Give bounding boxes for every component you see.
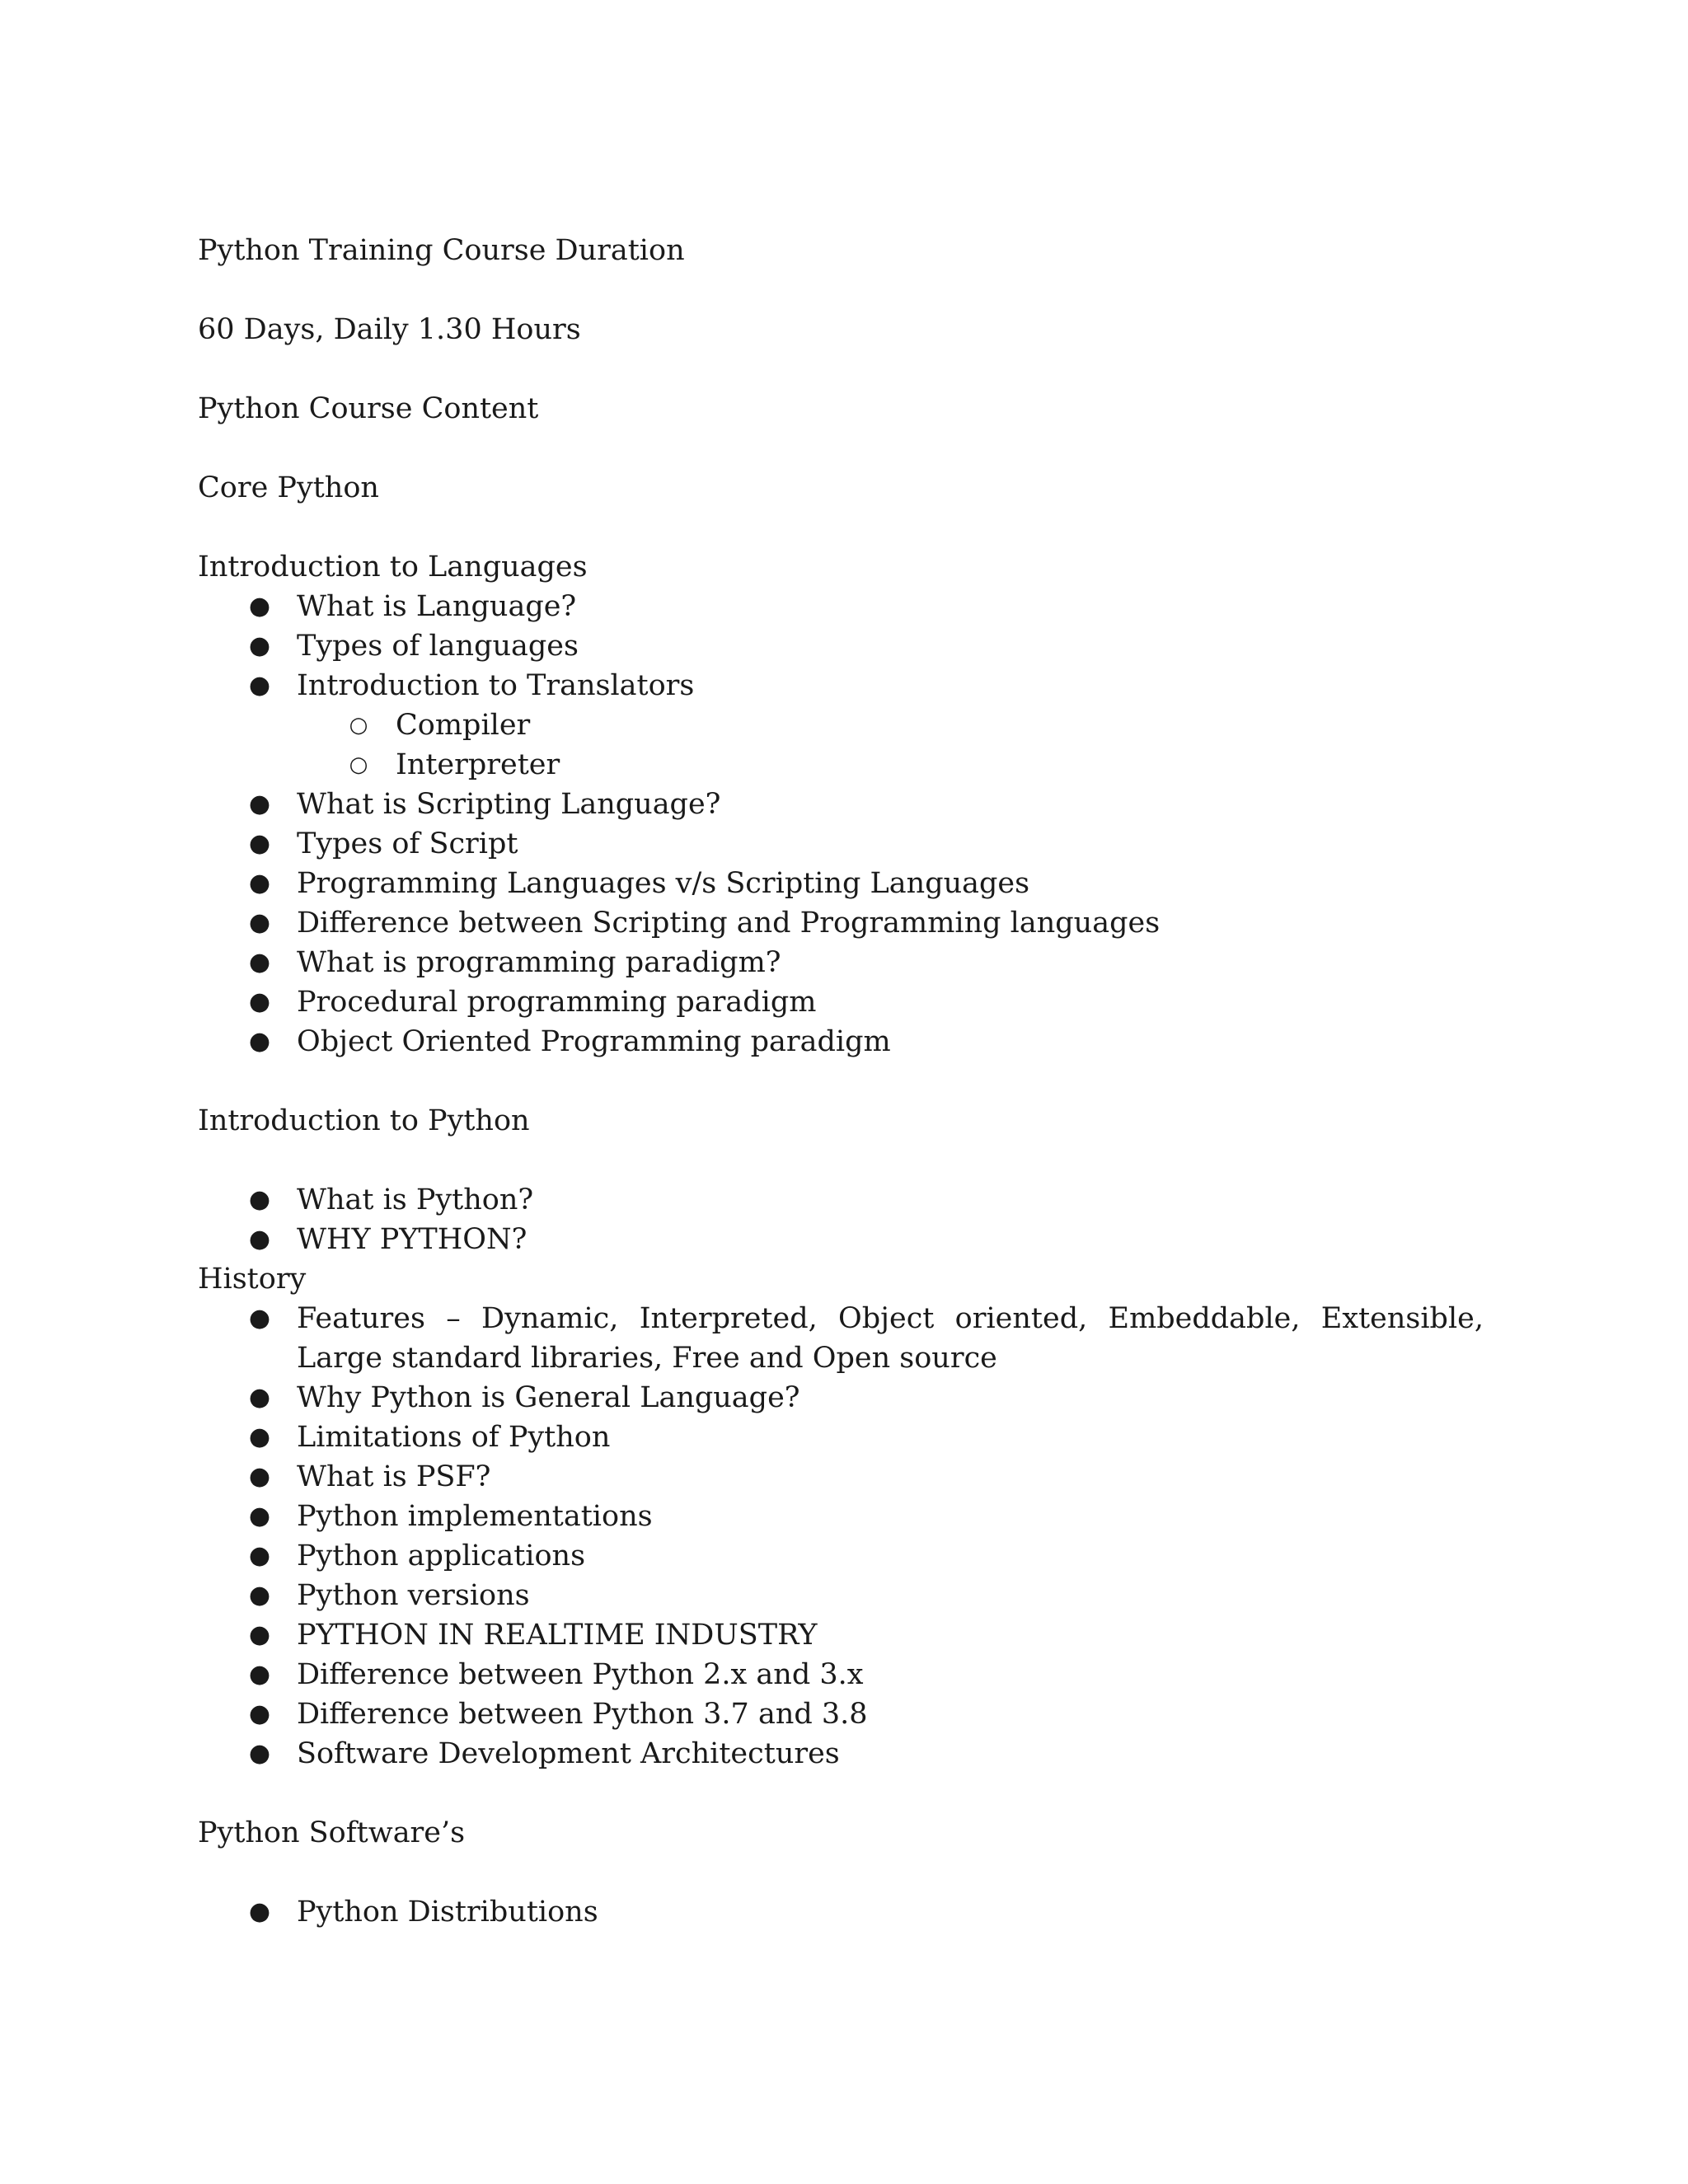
list-item: [198, 587, 1484, 626]
list-item: [198, 626, 1484, 666]
list-item: [198, 1655, 1484, 1694]
list-item: [198, 1892, 1484, 1932]
document-body: [198, 231, 1484, 1932]
course-duration-title: Python Training Course Duration: [198, 234, 685, 267]
bullet-icon: ●: [248, 869, 271, 898]
list-item-text: Python implementations: [297, 1500, 653, 1533]
spacer: [198, 1062, 1484, 1101]
bullet-icon: ●: [248, 1304, 271, 1333]
bullet-icon: ●: [248, 1541, 271, 1570]
list-item: [198, 1418, 1484, 1457]
list-item-text: Procedural programming paradigm: [297, 986, 817, 1019]
sub-list-item-text: Compiler: [396, 709, 531, 742]
list-item-text: Python Distributions: [297, 1896, 598, 1929]
list-item: [198, 785, 1484, 824]
software-list: [198, 1892, 1484, 1932]
list-item-text: Types of Script: [297, 827, 518, 860]
sub-list-item: [297, 745, 1484, 785]
list-item-text: Introduction to Translators: [297, 669, 695, 702]
list-item: [198, 1497, 1484, 1536]
bullet-icon: ●: [248, 908, 271, 937]
list-item-text: Why Python is General Language?: [297, 1381, 800, 1414]
hollow-bullet-icon: ○: [349, 713, 368, 738]
list-item: [198, 1694, 1484, 1734]
list-item: [198, 1220, 1484, 1259]
intro-languages-list: [198, 587, 1484, 1062]
list-item-text: Difference between Scripting and Programming languages: [297, 907, 1160, 940]
intro-python-heading: Introduction to Python: [198, 1104, 530, 1137]
bullet-icon: ●: [248, 1739, 271, 1768]
list-item: [198, 1734, 1484, 1774]
history-list: [198, 1299, 1484, 1774]
spacer: [198, 270, 1484, 310]
bullet-icon: ●: [248, 1581, 271, 1610]
section-heading: Core Python: [198, 471, 379, 504]
list-item: [198, 1022, 1484, 1062]
list-item-text: Object Oriented Programming paradigm: [297, 1025, 891, 1058]
spacer: [198, 1141, 1484, 1180]
list-item: [198, 1378, 1484, 1418]
features-text: Features – Dynamic, Interpreted, Object oriented, Embeddable, Extensible, Large standard libraries, Free and Open source: [297, 1302, 1484, 1375]
list-item-text: WHY PYTHON?: [297, 1223, 528, 1256]
list-item-text: Software Development Architectures: [297, 1737, 840, 1770]
list-item-text: What is PSF?: [297, 1460, 491, 1493]
spacer: [198, 349, 1484, 389]
bullet-icon: ●: [248, 1660, 271, 1689]
bullet-icon: ●: [248, 1699, 271, 1728]
list-item: [198, 1180, 1484, 1220]
bullet-icon: ●: [248, 1027, 271, 1056]
list-item: [198, 943, 1484, 982]
bullet-icon: ●: [248, 1383, 271, 1412]
bullet-icon: ●: [248, 671, 271, 700]
bullet-icon: ●: [248, 1422, 271, 1451]
list-item-text: Python versions: [297, 1579, 530, 1612]
bullet-icon: ●: [248, 1462, 271, 1491]
sub-list-item-text: Interpreter: [396, 748, 560, 781]
list-item-text: Python applications: [297, 1540, 586, 1572]
list-item-text: What is Scripting Language?: [297, 788, 721, 821]
bullet-icon: ●: [248, 829, 271, 858]
spacer: [198, 1774, 1484, 1813]
list-item: [198, 1536, 1484, 1576]
list-item: [198, 824, 1484, 864]
bullet-icon: ●: [248, 790, 271, 818]
list-item-text: Types of languages: [297, 630, 579, 663]
bullet-icon: ●: [248, 631, 271, 660]
bullet-icon: ●: [248, 987, 271, 1016]
list-item: [198, 666, 1484, 785]
list-item-text: What is Python?: [297, 1183, 534, 1216]
bullet-icon: ●: [248, 1897, 271, 1926]
intro-languages-heading: Introduction to Languages: [198, 551, 588, 583]
list-item-text: Limitations of Python: [297, 1421, 611, 1454]
list-item-text: What is programming paradigm?: [297, 946, 781, 979]
list-item: [198, 864, 1484, 903]
bullet-icon: ●: [248, 1620, 271, 1649]
list-item: [198, 1457, 1484, 1497]
bullet-icon: ●: [248, 948, 271, 977]
bullet-icon: ●: [248, 592, 271, 621]
list-item: [198, 982, 1484, 1022]
spacer: [198, 508, 1484, 547]
history-heading: History: [198, 1263, 307, 1296]
list-item: [198, 903, 1484, 943]
list-item-text: What is Language?: [297, 590, 577, 623]
list-item-text: Programming Languages v/s Scripting Languages: [297, 867, 1030, 900]
list-item-text: Difference between Python 3.7 and 3.8: [297, 1698, 868, 1731]
translators-sublist: [297, 705, 1484, 785]
spacer: [198, 1853, 1484, 1892]
list-item: [198, 1615, 1484, 1655]
sub-list-item: [297, 705, 1484, 745]
list-item-text: Difference between Python 2.x and 3.x: [297, 1658, 864, 1691]
content-heading: Python Course Content: [198, 392, 539, 425]
duration-text: 60 Days, Daily 1.30 Hours: [198, 313, 581, 346]
hollow-bullet-icon: ○: [349, 752, 368, 777]
spacer: [198, 429, 1484, 468]
list-item-text: PYTHON IN REALTIME INDUSTRY: [297, 1619, 818, 1652]
list-item: [198, 1299, 1484, 1378]
intro-python-list: [198, 1180, 1484, 1259]
bullet-icon: ●: [248, 1185, 271, 1214]
bullet-icon: ●: [248, 1225, 271, 1254]
bullet-icon: ●: [248, 1502, 271, 1530]
software-heading: Python Software’s: [198, 1816, 466, 1849]
list-item: [198, 1576, 1484, 1615]
